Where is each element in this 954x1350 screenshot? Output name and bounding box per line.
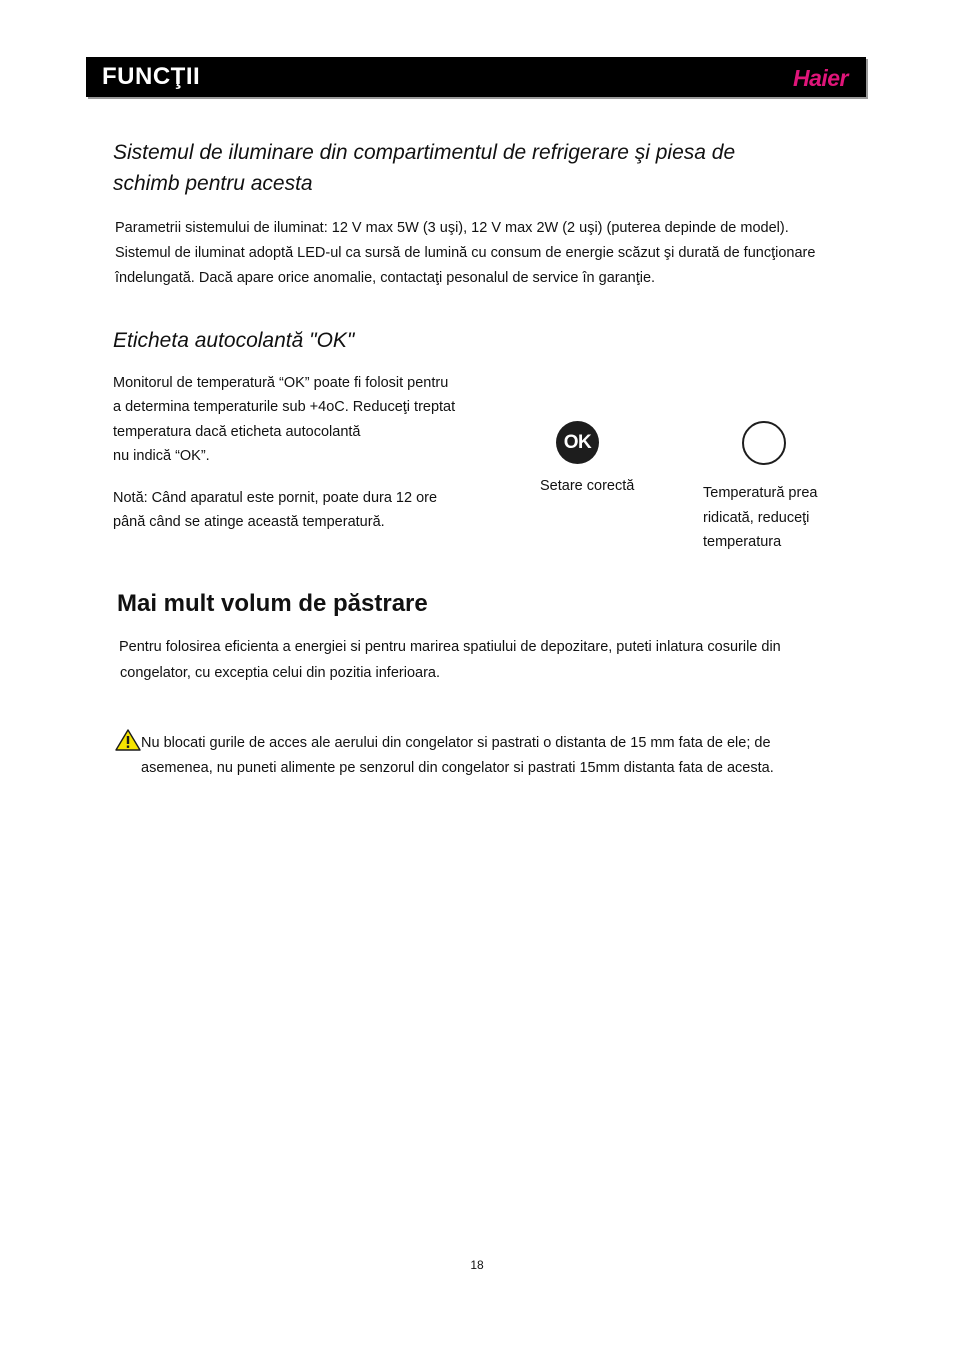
section-header-bar (86, 57, 866, 97)
ok-caption: Setare corectă (540, 478, 635, 494)
warning-line1: Nu blocati gurile de acces ale aerului din congelator si pastrati o distanta de 15 mm fata de ele; de (141, 735, 771, 751)
ok-sticker-icon: OK (556, 421, 599, 464)
sticker-body-line1: Monitorul de temperatură “OK” poate fi folosit pentru (113, 375, 449, 391)
lighting-heading-line2: schimb pentru acesta (113, 172, 313, 195)
lighting-body-line2: Sistemul de iluminat adoptă LED-ul ca sursă de lumină cu consum de energie scăzut şi durată de funcţionare (115, 245, 816, 261)
sticker-note-line1: Notă: Când aparatul este pornit, poate dura 12 ore (113, 490, 438, 506)
sticker-heading: Eticheta autocolantă "OK" (113, 329, 355, 352)
brand-logo: Haier (792, 65, 848, 91)
page-number: 18 (470, 1258, 484, 1272)
hot-caption-line3: temperatura (703, 534, 782, 550)
storage-body-line1: Pentru folosirea eficienta a energiei si pentru marirea spatiului de depozitare, puteti inlatura cosurile din (119, 639, 781, 655)
sticker-body-line4: nu indică “OK”. (113, 448, 210, 464)
sticker-note-line2: până când se atinge această temperatură. (113, 514, 385, 530)
warning-triangle-icon (115, 729, 141, 751)
warning-line2: asemenea, nu puneti alimente pe senzorul din congelator si pastrati 15mm distanta fata de acesta. (141, 760, 774, 776)
hot-caption-line1: Temperatură prea (703, 485, 818, 501)
lighting-body-line1: Parametrii sistemului de iluminat: 12 V max 5W (3 uşi), 12 V max 2W (2 uşi) (puterea depinde de model). (115, 220, 789, 236)
hot-caption-line2: ridicată, reduceţi (703, 510, 810, 526)
lighting-body-line3: îndelungată. Dacă apare orice anomalie, contactaţi pesonalul de service în garanţie. (115, 270, 656, 286)
section-header-title: FUNCŢII (102, 63, 201, 90)
blank-sticker-icon (742, 421, 786, 465)
storage-heading: Mai mult volum de păstrare (117, 590, 428, 617)
storage-body-line2: congelator, cu exceptia celui din pozitia inferioara. (120, 665, 440, 681)
sticker-body-line2: a determina temperaturile sub +4oC. Reduceţi treptat (113, 399, 456, 415)
sticker-body-line3: temperatura dacă eticheta autocolantă (113, 424, 361, 440)
lighting-heading-line1: Sistemul de iluminare din compartimentul de refrigerare şi piesa de (113, 141, 736, 164)
